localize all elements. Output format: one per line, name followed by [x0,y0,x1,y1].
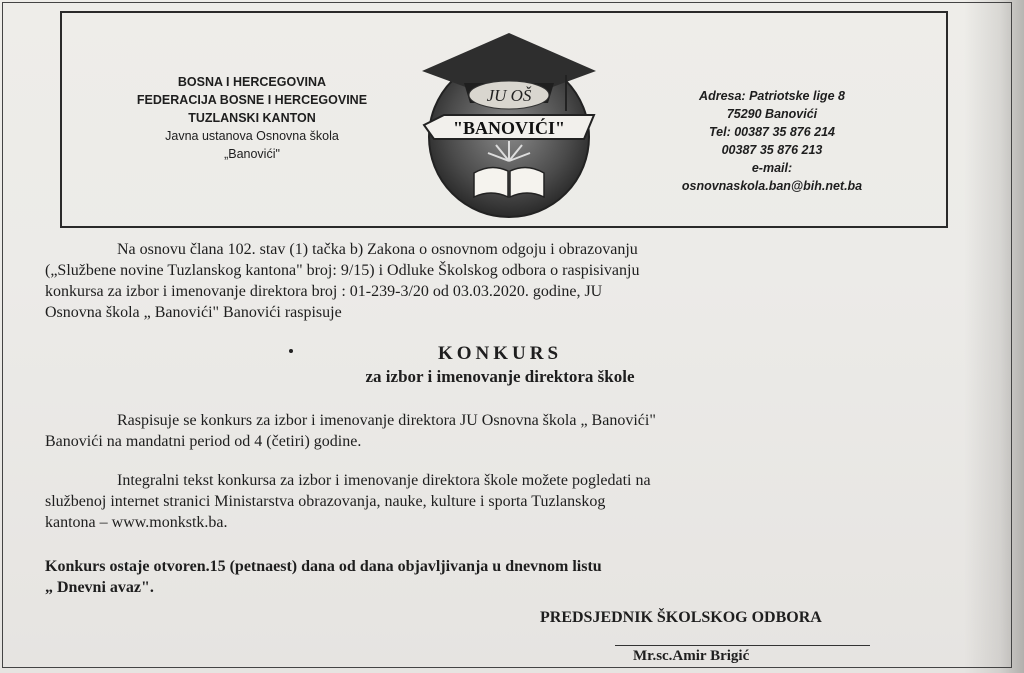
logo-ribbon-text: "BANOVIĆI" [453,118,565,138]
school-logo [416,33,602,221]
logo-top-text: JU OŠ [486,86,532,105]
country-line: BOSNA I HERCEGOVINA [177,75,327,89]
document-title [260,343,740,387]
phone-line-2: 00387 35 876 213 [721,143,823,157]
institution-type-line: Javna ustanova Osnovna škola [165,129,339,143]
title-konkurs: KONKURS [437,343,563,364]
address-line: Adresa: Patriotske lige 8 [699,89,845,103]
canton-line: TUZLANSKI KANTON [188,111,316,125]
letterhead-institution [102,73,402,163]
deadline-paragraph: Konkurs ostaje otvoren.15 (petnaest) dana od dana objavljivanja u dnevnom listu „ Dnevni avaz". [45,558,602,596]
federation-line: FEDERACIJA BOSNE I HERCEGOVINE [136,93,368,107]
signature-name: Mr.sc.Amir Brigić [633,648,750,664]
signature-line [615,645,870,646]
letterhead-box [60,11,948,228]
email-address: osnovnaskola.ban@bih.net.ba [681,179,863,193]
email-label: e-mail: [751,161,793,175]
signature-title: PREDSJEDNIK ŠKOLSKOG ODBORA [540,609,822,626]
city-line: 75290 Banovići [726,107,818,121]
school-name-line: „Banovići" [224,147,280,161]
intro-paragraph: Na osnovu člana 102. stav (1) tačka b) Zakona o osnovnom odgoju i obrazovanju („Službene novine Tuzlanskog kantona" broj: 9/15) i Odluke Školskog odbora o raspisivanju konkursa za izbor i imenovanje direktora broj : 01-239-3/20 od 03.03.2020. godine, JU Osnovna škola „ Banovići" Banovići raspisuje [45,241,640,321]
phone-line-1: Tel: 00387 35 876 214 [708,125,836,139]
full-text-paragraph: Integralni tekst konkursa za izbor i imenovanje direktora škole možete pogledati na službenoj internet stranici Ministarstva obrazovanja, nauke, kulture i sporta Tuzlanskog kantona – www.monkstk.ba. [45,472,651,531]
announcement-paragraph: Raspisuje se konkurs za izbor i imenovanje direktora JU Osnovna škola „ Banovići" Banovići na mandatni period od 4 (četiri) godine. [45,412,656,450]
letterhead-contact [622,87,922,195]
title-subtitle: za izbor i imenovanje direktora škole [365,367,635,386]
